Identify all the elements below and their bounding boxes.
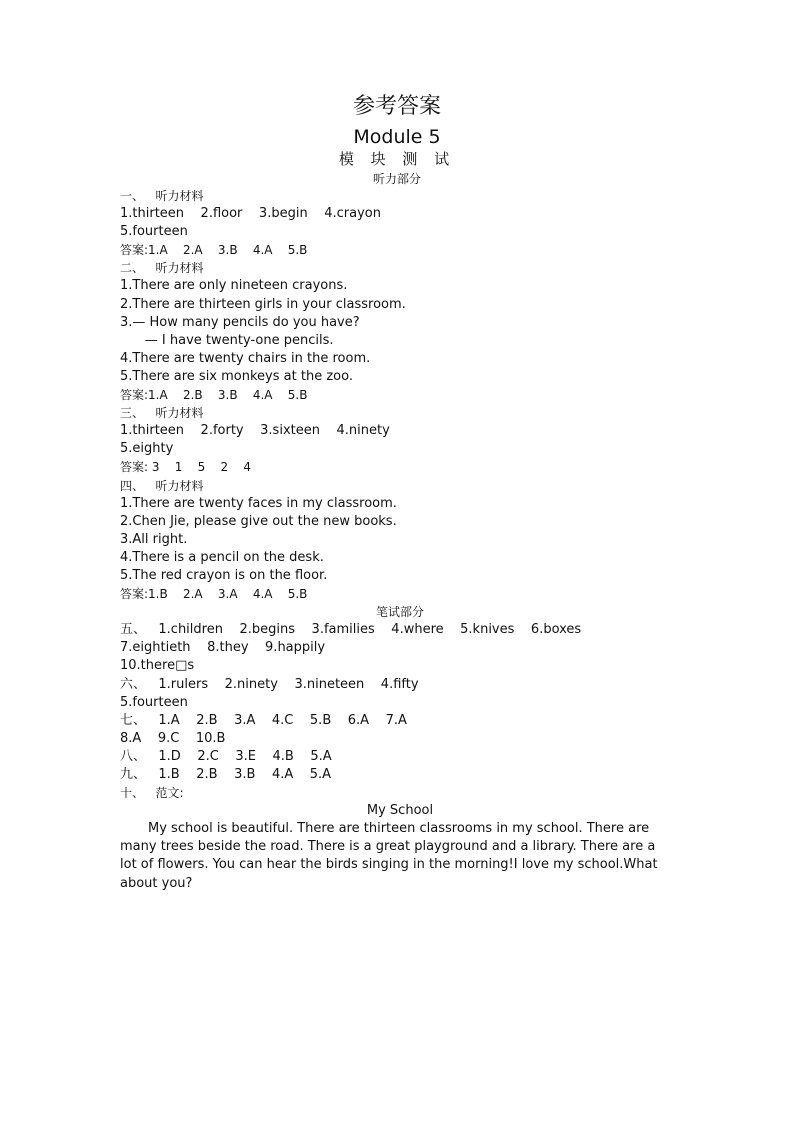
section-9-line: 九、 1.B 2.B 3.B 4.A 5.A xyxy=(120,767,332,782)
module-title: Module 5 xyxy=(353,126,441,148)
listening-part-label: 听力部分 xyxy=(372,172,421,186)
section-7-line: 8.A 9.C 10.B xyxy=(120,730,226,746)
section-2-line: 4.There are twenty chairs in the room. xyxy=(120,350,371,366)
section-1-answer: 答案:1.A 2.A 3.B 4.A 5.B xyxy=(120,243,308,258)
section-3-heading: 三、 听力材料 xyxy=(120,406,204,421)
written-part-label: 笔试部分 xyxy=(375,605,424,620)
section-2-line: 3.— How many pencils do you have? xyxy=(120,314,360,330)
section-5-line: 10.there□s xyxy=(120,658,195,674)
essay-body: My school is beautiful. There are thirteen classrooms in my school. There are many trees beside the road. There is a great playground and a library. There are a lot of flowers. You can hear the birds singing in the morning!I love my school.What about you? xyxy=(120,821,658,891)
section-4-answer: 答案:1.B 2.A 3.A 4.A 5.B xyxy=(120,587,308,602)
essay-title: My School xyxy=(366,803,434,819)
section-1-line: 1.thirteen 2.floor 3.begin 4.crayon xyxy=(120,206,381,222)
section-2-heading: 二、 听力材料 xyxy=(120,261,204,276)
section-7-line: 七、 1.A 2.B 3.A 4.C 5.B 6.A 7.A xyxy=(120,712,407,728)
section-1-heading: 一、 听力材料 xyxy=(120,189,204,203)
section-5-line: 五、 1.children 2.begins 3.families 4.where 5.knives 6.boxes xyxy=(120,622,582,638)
test-subtitle: 模 块 测 试 xyxy=(338,150,456,168)
section-4-line: 2.Chen Jie, please give out the new books. xyxy=(120,513,397,529)
section-2-line: 2.There are thirteen girls in your classroom. xyxy=(120,296,406,312)
section-4-line: 5.The red crayon is on the floor. xyxy=(120,567,328,583)
page-title: 参考答案 xyxy=(352,94,441,119)
section-10-heading: 十、 范文: xyxy=(120,786,184,801)
section-3-line: 5.eighty xyxy=(120,441,174,457)
section-3-answer: 答案: 3 1 5 2 4 xyxy=(120,460,252,475)
section-2-line: — I have twenty-one pencils. xyxy=(120,332,334,348)
section-3-line: 1.thirteen 2.forty 3.sixteen 4.ninety xyxy=(120,423,390,439)
section-4-line: 1.There are twenty faces in my classroom. xyxy=(120,495,397,511)
section-2-answer: 答案:1.A 2.B 3.B 4.A 5.B xyxy=(120,388,308,403)
section-2-line: 1.There are only nineteen crayons. xyxy=(120,278,348,294)
section-4-line: 3.All right. xyxy=(120,531,188,547)
section-8-line: 八、 1.D 2.C 3.E 4.B 5.A xyxy=(120,748,332,764)
section-2-line: 5.There are six monkeys at the zoo. xyxy=(120,368,353,384)
section-4-line: 4.There is a pencil on the desk. xyxy=(120,549,324,565)
section-6-line: 六、 1.rulers 2.ninety 3.nineteen 4.fifty xyxy=(120,676,419,692)
section-6-line: 5.fourteen xyxy=(120,694,188,710)
answer-content xyxy=(120,187,680,893)
section-5-line: 7.eightieth 8.they 9.happily xyxy=(120,640,326,656)
section-4-heading: 四、 听力材料 xyxy=(120,478,204,493)
section-1-line: 5.fourteen xyxy=(120,224,188,240)
